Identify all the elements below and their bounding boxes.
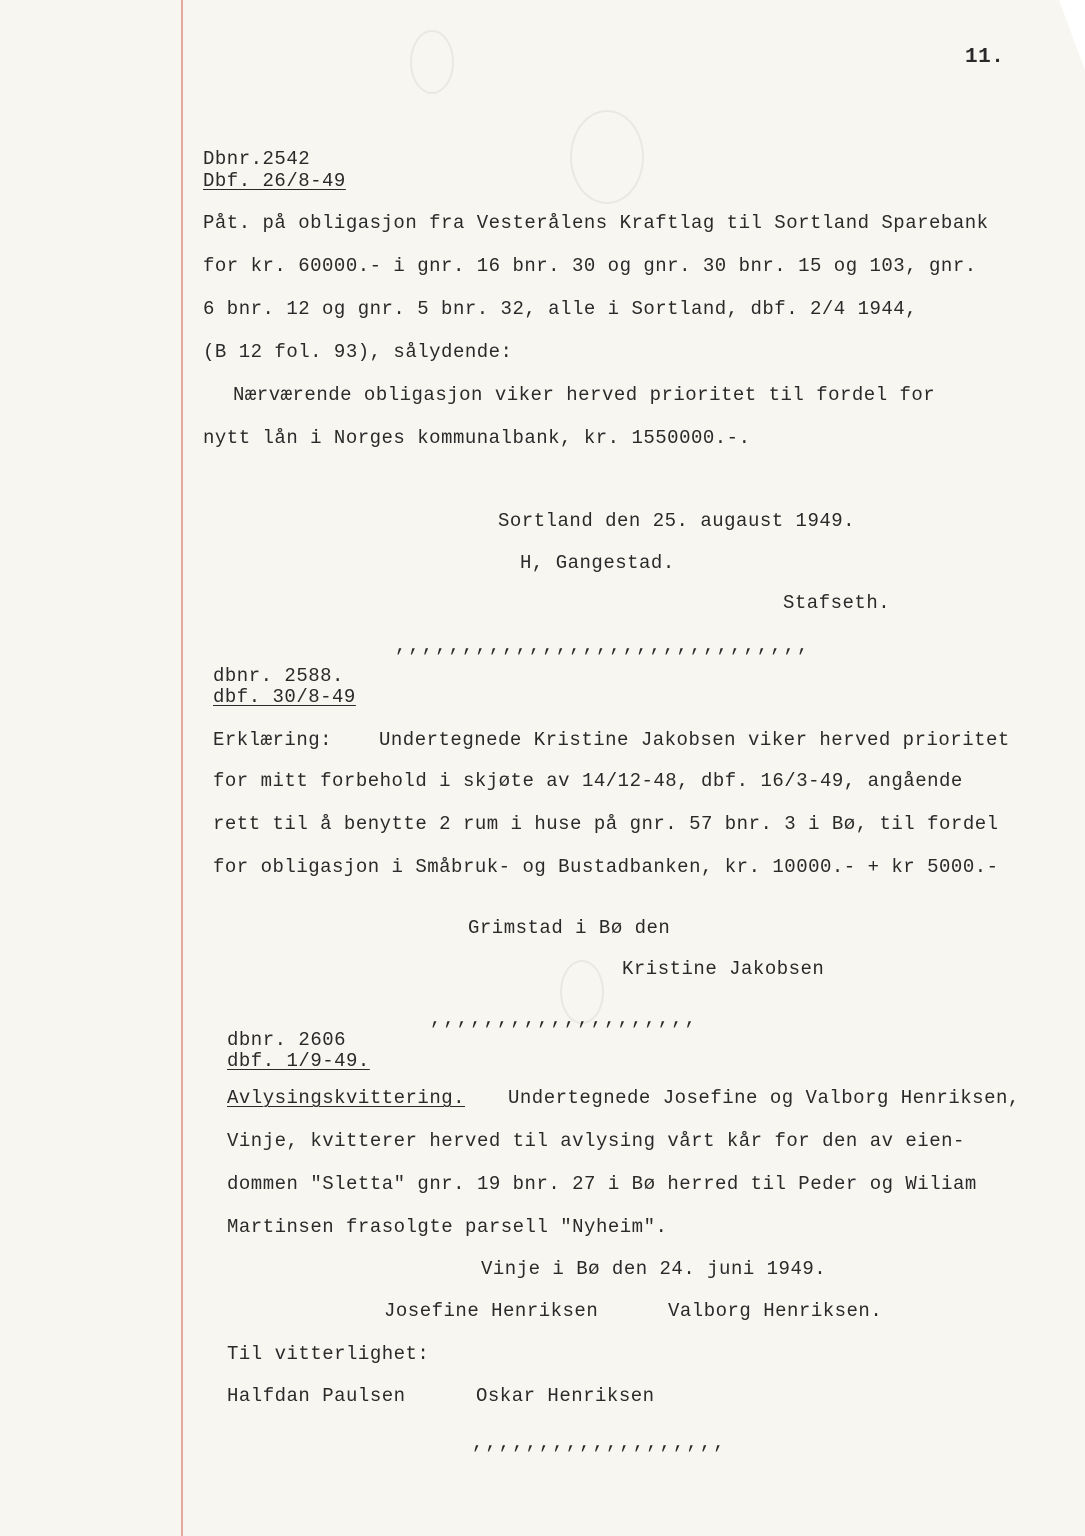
entry1-divider: ,,,,,,,,,,,,,,,,,,,,,,,,,,,,,,,: [395, 635, 811, 657]
entry2-label: Erklæring:: [213, 729, 333, 751]
entry3-body-line: Martinsen frasolgte parsell "Nyheim".: [227, 1216, 668, 1238]
margin-rule: [181, 0, 183, 1536]
entry3-dbf: dbf. 1/9-49.: [227, 1050, 370, 1072]
entry2-dbf: dbf. 30/8-49: [213, 686, 356, 708]
entry3-witness-label: Til vitterlighet:: [227, 1343, 430, 1365]
entry3-witness: Halfdan Paulsen: [227, 1385, 406, 1407]
page-number: 11.: [965, 46, 1005, 69]
entry1-quote-line: Nærværende obligasjon viker herved prioritet til fordel for: [233, 384, 936, 406]
entry3-witness: Oskar Henriksen: [476, 1385, 655, 1407]
entry2-body-line: rett til å benytte 2 rum i huse på gnr. 57 bnr. 3 i Bø, til fordel: [213, 813, 999, 835]
entry3-body-line: Undertegnede Josefine og Valborg Henriksen,: [508, 1087, 1020, 1109]
entry3-signer: Josefine Henriksen: [384, 1300, 599, 1322]
entry2-body-line: Undertegnede Kristine Jakobsen viker herved prioritet: [379, 729, 1010, 751]
entry3-signer: Valborg Henriksen.: [668, 1300, 883, 1322]
entry3-body-line: Vinje, kvitterer herved til avlysing vårt kår for den av eien-: [227, 1130, 965, 1152]
entry1-dbnr: Dbnr.2542: [203, 148, 311, 170]
page-corner-fold: [1059, 0, 1085, 70]
entry1-signer: Stafseth.: [783, 592, 891, 614]
entry3-dbnr: dbnr. 2606: [227, 1029, 347, 1051]
entry2-dbnr: dbnr. 2588.: [213, 665, 344, 687]
entry1-body-line: 6 bnr. 12 og gnr. 5 bnr. 32, alle i Sortland, dbf. 2/4 1944,: [203, 298, 918, 320]
entry1-quote-line: nytt lån i Norges kommunalbank, kr. 1550000.-.: [203, 427, 751, 449]
entry1-body-line: Påt. på obligasjon fra Vesterålens Kraftlag til Sortland Sparebank: [203, 212, 989, 234]
bleed-through-mark: [410, 30, 454, 94]
entry3-place-date: Vinje i Bø den 24. juni 1949.: [481, 1258, 827, 1280]
entry3-divider: ,,,,,,,,,,,,,,,,,,,: [472, 1432, 727, 1454]
entry3-label: Avlysingskvittering.: [227, 1087, 466, 1109]
entry2-body-line: for obligasjon i Småbruk- og Bustadbanken, kr. 10000.- + kr 5000.-: [213, 856, 999, 878]
entry1-body-line: (B 12 fol. 93), sålydende:: [203, 341, 513, 363]
entry1-place-date: Sortland den 25. augaust 1949.: [498, 510, 856, 532]
entry2-divider: ,,,,,,,,,,,,,,,,,,,,: [430, 1008, 699, 1030]
entry3-body-line: dommen "Sletta" gnr. 19 bnr. 27 i Bø herred til Peder og Wiliam: [227, 1173, 977, 1195]
entry1-dbf: Dbf. 26/8-49: [203, 170, 346, 192]
entry1-signer: H, Gangestad.: [520, 552, 675, 574]
entry2-place-date: Grimstad i Bø den: [468, 917, 671, 939]
entry1-body-line: for kr. 60000.- i gnr. 16 bnr. 30 og gnr. 30 bnr. 15 og 103, gnr.: [203, 255, 977, 277]
entry2-signer: Kristine Jakobsen: [622, 958, 825, 980]
entry2-body-line: for mitt forbehold i skjøte av 14/12-48, dbf. 16/3-49, angående: [213, 770, 963, 792]
bleed-through-mark: [570, 110, 644, 204]
